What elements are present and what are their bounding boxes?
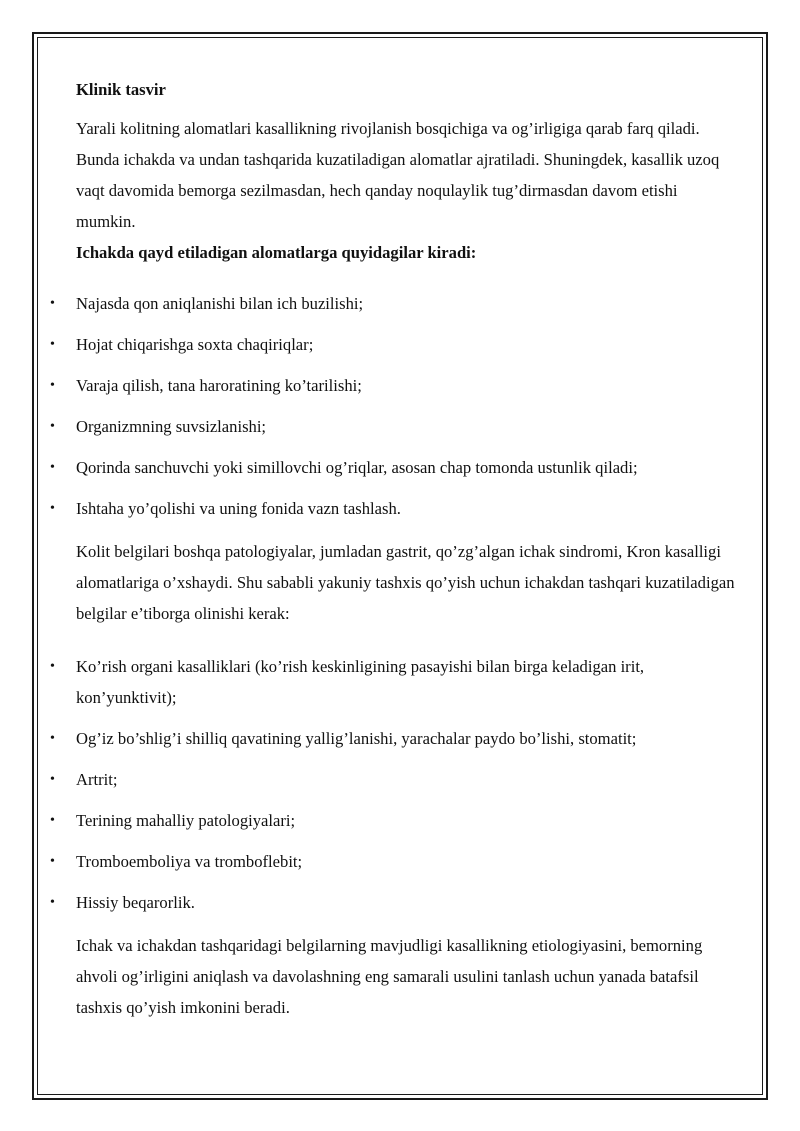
bullet-icon: • [50,731,55,746]
list-item: • Tromboemboliya va tromboflebit; [76,846,736,877]
list-item: • Hojat chiqarishga soxta chaqiriqlar; [76,329,736,360]
subheading: Ichakda qayd etiladigan alomatlarga quyidagilar kiradi: [76,243,477,262]
middle-paragraph: Kolit belgilari boshqa patologiyalar, jumladan gastrit, qo’zg’algan ichak sindromi, Kron kasalligi alomatlariga o’xshaydi. Shu sababli yakuniy tashxis qo’yish uchun ichakdan tashqari kuzatiladigan belgilar e’tiborga olinishi kerak: [76,542,735,623]
bullet-icon: • [50,854,55,869]
extraintestinal-symptoms-list [50,651,736,918]
closing-paragraph: Ichak va ichakdan tashqaridagi belgilarning mavjudligi kasallikning etiologiyasini, bemorning ahvoli og’irligini aniqlash va davolashning eng samarali usulini tanlash uchun yanada batafsil tashxis qo’yish imkonini beradi. [76,936,703,1017]
bullet-icon: • [50,659,55,674]
list-item: • Artrit; [76,764,736,795]
bullet-icon: • [50,772,55,787]
bullet-icon: • [50,337,55,352]
intestinal-symptoms-list [50,288,736,524]
section-title: Klinik tasvir [76,80,166,99]
bullet-icon: • [50,419,55,434]
list-item: • Varaja qilish, tana haroratining ko’tarilishi; [76,370,736,401]
bullet-icon: • [50,296,55,311]
list-item: • Organizmning suvsizlanishi; [76,411,736,442]
bullet-icon: • [50,460,55,475]
bullet-icon: • [50,378,55,393]
intro-paragraph: Yarali kolitning alomatlari kasallikning rivojlanish bosqichiga va og’irligiga qarab farq qiladi. Bunda ichakda va undan tashqarida kuzatiladigan alomatlar ajratiladi. Shuningdek, kasallik uzoq vaqt davomida bemorga sezilmasdan, hech qanday noqulaylik tug’dirmasdan davom etishi mumkin. [76,119,720,231]
list-item: • Qorinda sanchuvchi yoki simillovchi og’riqlar, asosan chap tomonda ustunlik qiladi; [76,452,736,483]
bullet-icon: • [50,895,55,910]
bullet-icon: • [50,501,55,516]
list-item: • Najasda qon aniqlanishi bilan ich buzilishi; [76,288,736,319]
list-item: • Og’iz bo’shlig’i shilliq qavatining yallig’lanishi, yarachalar paydo bo’lishi, stomatit; [76,723,736,754]
document-body [50,74,736,1023]
list-item: • Terining mahalliy patologiyalari; [76,805,736,836]
list-item: • Ko’rish organi kasalliklari (ko’rish keskinligining pasayishi bilan birga keladigan irit, kon’yunktivit); [76,651,736,713]
bullet-icon: • [50,813,55,828]
list-item: • Ishtaha yo’qolishi va uning fonida vazn tashlash. [76,493,736,524]
list-item: • Hissiy beqarorlik. [76,887,736,918]
